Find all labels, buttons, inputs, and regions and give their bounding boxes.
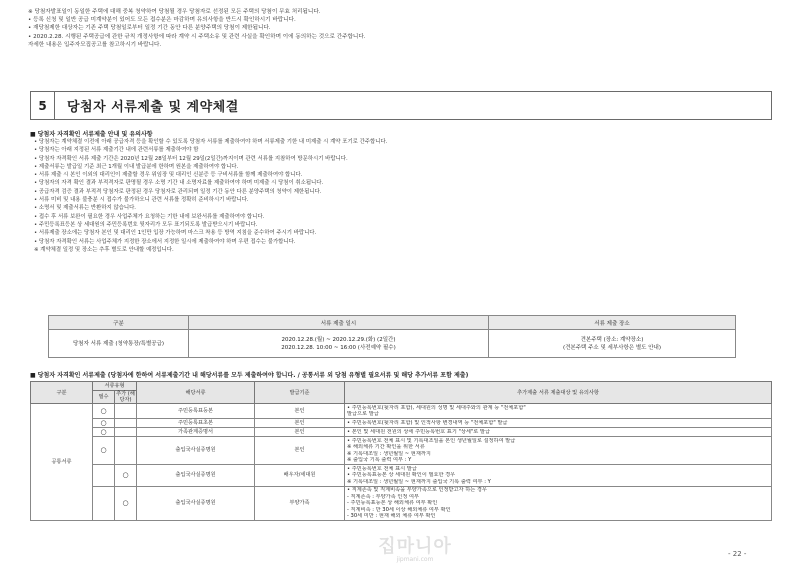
doc-note-line: • 주민등록표등본 상 세대원 확인이 필요한 경우	[347, 472, 456, 479]
docs-header-required-group: 서류유형	[93, 382, 137, 391]
section-title: 당첨자 서류제출 및 계약체결	[67, 100, 239, 115]
schedule-place	[489, 330, 736, 358]
doc-note-line: • 직계존속 및 직계비속을 부양가족으로 인정받고자 하는 경우	[347, 487, 487, 494]
sub-heading-documents: ■ 당첨자 자격확인 서류제출 (당첨자에 한하여 서류제출기간 내 해당서류를 모두 제출하여야 합니다. / 공통서류 외 당첨 유형별 필요서류 및 해당 추가서류 포함 제출)	[30, 372, 469, 379]
additional-mark: ○	[115, 465, 137, 487]
doc-note-line: • 주민등록번호 전체 표시 발급	[347, 465, 417, 472]
table-row	[31, 428, 772, 437]
section-header	[30, 91, 772, 120]
bullet-line: • 당첨자 자격확인 서류 제출 기간은 2020년 12월 28일부터 12월 29일(2일간)까지이며 관련 서류를 지참하여 방문하시기 바랍니다.	[34, 155, 348, 162]
bullet-line: • 제출서류는 발급일 기준 최근 1개월 이내 발급분에 한하며 원본을 제출하여야 합니다.	[34, 163, 239, 170]
section-number: 5	[31, 92, 55, 119]
doc-note-line: - 30세 미만 : 현재 해외 체류 여부 확인	[347, 513, 436, 520]
doc-notes	[345, 419, 772, 428]
bullet-line: • 당첨자는 아래 지정된 서류 제출기간 내에 관련서류를 제출하여야 함	[34, 147, 199, 154]
required-mark: ○	[93, 404, 115, 419]
table-row	[31, 404, 772, 419]
doc-issuer: 부양가족	[255, 487, 345, 521]
docs-header-required: 필수	[93, 391, 115, 404]
table-row	[31, 487, 772, 521]
note-line: • 2020.2.28. 시행된 주택공급에 관한 규칙 개정사항에 따라 계약 시 주택소유 및 관련 사실을 확인하며 이에 동의하는 것으로 간주합니다.	[28, 33, 366, 40]
doc-note-line: • 주민등록번호(뒷자리 포함), 세대원의 성명 및 세대주와의 관계 등 "전체포함"	[347, 404, 526, 411]
doc-note-line: 발급으로 발급	[347, 411, 379, 417]
additional-mark	[115, 419, 137, 428]
doc-note-line: • 주민등록번호 전체 표시 및 기록대조일을 본인 생년월일로 설정하여 발급	[347, 437, 516, 444]
bullet-line: • 당첨자 자격확인 서류는 사업주체가 지정한 장소에서 지정한 일시에 제출하여야 하며 우편 접수는 불가합니다.	[34, 238, 296, 245]
schedule-header: 서류 제출 장소	[489, 316, 736, 330]
guide-bullets	[34, 138, 774, 254]
bullet-line: • 접수 후 서류 보완이 필요한 경우 사업주체가 요청하는 기한 내에 보완서류를 제출하여야 합니다.	[34, 213, 265, 220]
table-row	[31, 465, 772, 487]
doc-issuer: 본인	[255, 419, 345, 428]
doc-note-line: ※ 해외체류 기간 확인을 위한 서류	[347, 444, 425, 451]
required-mark: ○	[93, 428, 115, 437]
docs-category: 공통서류	[31, 404, 93, 521]
doc-issuer: 본인	[255, 404, 345, 419]
docs-header-notes: 추가제출 서류 제출대상 및 유의사항	[345, 382, 772, 404]
docs-header-issuer: 발급기준	[255, 382, 345, 404]
sub-heading-guide: ■ 당첨자 자격확인 서류제출 안내 및 유의사항	[30, 131, 153, 138]
bullet-line: • 당첨자는 계약체결 이전에 아래 공급자격 등을 확인할 수 있도록 당첨자 서류를 제출하여야 하며 서류제출 기한 내 미제출 시 계약 포기로 간주합니다.	[34, 139, 388, 145]
doc-note-line: • 본인 및 세대원 전원의 상세 주민등록번호 표기 "상세"로 발급	[347, 428, 490, 435]
doc-notes	[345, 428, 772, 437]
doc-issuer: 배우자/세대원	[255, 465, 345, 487]
note-line: • 재당첨제한 대상자는 기존 주택 당첨일로부터 일정 기간 동안 다른 분양주택의 당첨이 제한됩니다.	[28, 25, 271, 32]
additional-mark	[115, 428, 137, 437]
note-line: ※ 당첨자발표일이 동일한 주택에 대해 중복 청약하여 당첨될 경우 당첨자로 선정된 모든 주택의 당첨이 무효 처리됩니다.	[28, 9, 321, 15]
additional-mark	[115, 437, 137, 465]
doc-name: 출입국사실증명원	[137, 465, 255, 487]
schedule-datetime-line: 2020.12.28.(월) ~ 2020.12.29.(화) (2일간)	[281, 336, 396, 343]
docs-header-row	[31, 382, 772, 391]
schedule-datetime-line: 2020.12.28. 10:00 ~ 16:00 (사전예약 필수)	[281, 344, 396, 351]
doc-note-line: • 주민등록번호(뒷자리 포함) 및 인적사항 변경내역 등 "전체포함" 발급	[347, 419, 508, 426]
schedule-datetime	[189, 330, 489, 358]
docs-header-division: 구분	[31, 382, 93, 404]
doc-note-line: ※ 기록대조일 : 생년월일 ~ 현재까지 출입국 기록 출력 여부 : Y	[347, 478, 491, 485]
table-row	[31, 419, 772, 428]
bullet-line: • 당첨자의 자격 확인 결과 부적격자로 판명될 경우 소명 기간 내 소명자료를 제출하여야 하며 미제출 시 당첨이 취소됩니다.	[34, 180, 324, 187]
bullet-line: • 공급자격 검증 결과 부적격 당첨자로 판정된 경우 당첨자로 관리되며 일정 기간 동안 다른 분양주택의 청약이 제한됩니다.	[34, 188, 322, 195]
doc-name: 주민등록표초본	[137, 419, 255, 428]
additional-mark	[115, 404, 137, 419]
schedule-row-label: 당첨자 서류 제출 (청약통장/특별공급)	[49, 330, 189, 358]
doc-name: 출입국사실증명원	[137, 487, 255, 521]
bullet-line: ※ 계약체결 일정 및 장소는 추후 별도로 안내할 예정입니다.	[34, 246, 174, 253]
schedule-header: 서류 제출 일시	[189, 316, 489, 330]
required-mark	[93, 465, 115, 487]
doc-note-line: - 직계존속 : 부양가족 인정 여부	[347, 493, 420, 500]
doc-issuer: 본인	[255, 428, 345, 437]
bullet-line: • 서류 미비 및 내용 불충분 시 접수가 불가하오니 관련 서류를 정확히 준비하시기 바랍니다.	[34, 197, 249, 204]
doc-note-line: ※ 기록대조일 : 생년월일 ~ 현재까지	[347, 450, 431, 457]
documents-table	[30, 381, 772, 521]
docs-header-doc-name: 해당서류	[137, 382, 255, 404]
schedule-place-line: 견본주택 (장소: 계약장소)	[580, 336, 644, 343]
page-number: - 22 -	[728, 550, 747, 558]
watermark-url: jipmani.com	[396, 556, 434, 563]
bullet-line: • 주민등록표등본 상 세대원의 주민등록번호 뒷자리가 모두 표기되도록 발급받으시기 바랍니다.	[34, 221, 258, 228]
doc-name: 가족관계증명서	[137, 428, 255, 437]
doc-note-line: - 주민등록표등본 상 해외체류 여부 확인	[347, 500, 438, 507]
watermark-logo	[372, 538, 458, 563]
watermark-logo-text: 집마니아	[378, 536, 452, 557]
required-mark	[93, 487, 115, 521]
bullet-line: • 소명서 및 제출서류는 반환하지 않습니다.	[34, 205, 136, 212]
doc-notes	[345, 487, 772, 521]
docs-header-additional: 추가 (해당자)	[116, 391, 135, 403]
schedule-place-line: (견본주택 주소 및 세부사항은 별도 안내)	[562, 344, 662, 351]
note-line: 자세한 내용은 입주자모집공고를 참고하시기 바랍니다.	[28, 41, 162, 48]
schedule-row	[49, 330, 736, 358]
bullet-line: • 서류제출 장소에는 당첨자 본인 및 대리인 1인만 입장 가능하며 마스크 착용 등 방역 지침을 준수하여 주시기 바랍니다.	[34, 230, 317, 237]
note-line: • 등록 신청 및 일반 공급 미계약분이 있어도 모든 접수분은 마감하며 유의사항을 반드시 확인하시기 바랍니다.	[28, 17, 296, 24]
schedule-header-row	[49, 316, 736, 330]
additional-mark: ○	[115, 487, 137, 521]
doc-name: 주민등록표등본	[137, 404, 255, 419]
doc-note-line: - 직계비속 : 만 30세 이상 해외체류 여부 확인	[347, 506, 451, 513]
doc-notes	[345, 437, 772, 465]
table-row	[31, 437, 772, 465]
doc-notes	[345, 465, 772, 487]
doc-notes	[345, 404, 772, 419]
bullet-line: • 서류 제출 시 본인 이외의 대리인이 제출할 경우 위임장 및 대리인 신분증 등 구비서류를 함께 제출하여야 합니다.	[34, 172, 303, 179]
required-mark: ○	[93, 419, 115, 428]
doc-note-line: ※ 출입국 기록 출력 여부 : Y	[347, 456, 412, 463]
doc-name: 출입국사실증명원	[137, 437, 255, 465]
top-notes	[28, 8, 780, 49]
schedule-header: 구분	[49, 316, 189, 330]
schedule-table	[48, 315, 736, 358]
doc-issuer: 본인	[255, 437, 345, 465]
required-mark: ○	[93, 437, 115, 465]
